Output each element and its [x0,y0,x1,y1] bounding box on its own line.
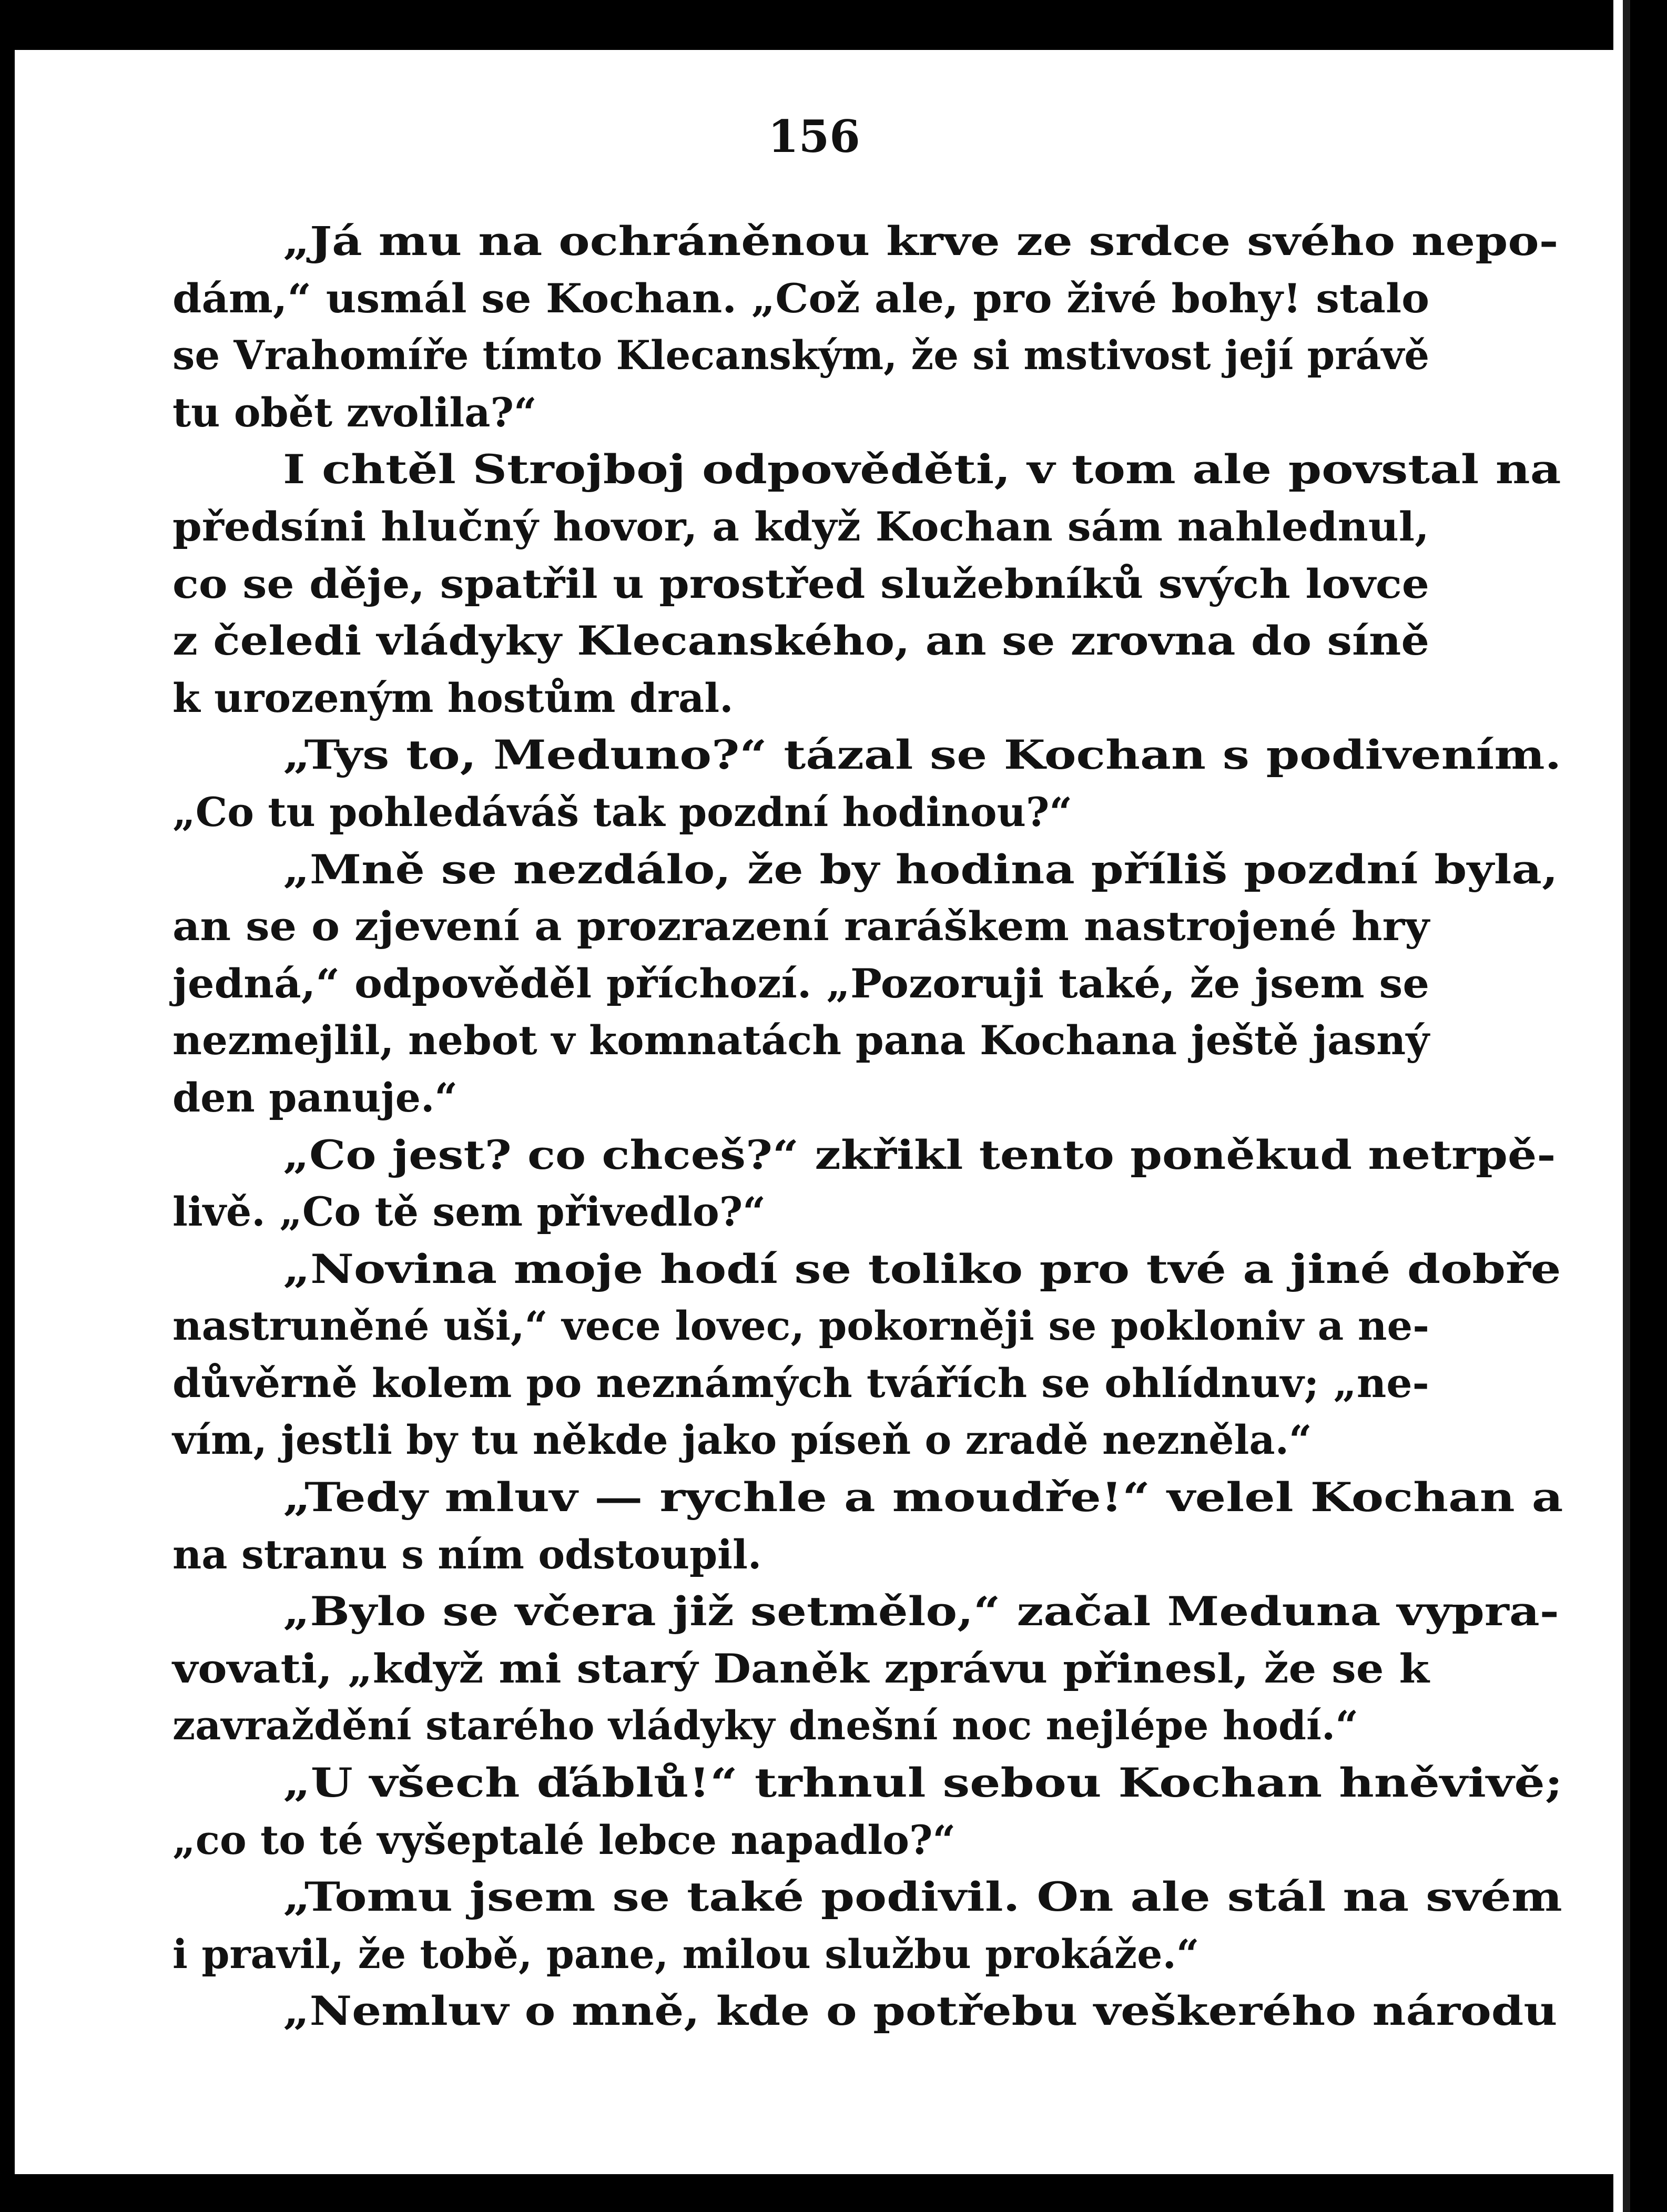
text-line-content: tu obět zvolila?“ [172,389,537,436]
text-line-content: zavraždění starého vládyky dnešní noc nejlépe hodí.“ [172,1702,1359,1749]
text-line [172,955,1429,1013]
text-line-content: předsíni hlučný hovor, a když Kochan sám nahlednul, [172,503,1429,550]
text-line-content: se Vrahomíře tímto Klecanským, že si mstivost její právě [172,332,1430,379]
text-line-content: „U všech ďáblů!“ trhnul sebou Kochan hněvivě; [283,1759,1563,1807]
text-line-content: dám,“ usmál se Kochan. „Což ale, pro živé bohy! stalo [172,274,1430,322]
text-line-content: k urozeným hostům dral. [172,674,734,721]
text-line [172,384,1429,442]
text-line-content: an se o zjevení a prozrazení raráškem nastrojené hry [172,903,1430,950]
text-line [172,1812,1429,1869]
text-line [172,841,1558,899]
body-text [172,213,1563,2040]
text-line [172,1983,1558,2040]
text-line-content: vovati, „když mi starý Daněk zprávu přinesl, že se k [172,1645,1429,1692]
text-line-content: jedná,“ odpověděl příchozí. „Pozoruji také, že jsem se [172,960,1429,1007]
text-line-content: „Tomu jsem se také podivil. On ale stál na svém [283,1873,1562,1921]
text-line [172,327,1429,384]
text-line [172,1583,1559,1640]
text-line [172,556,1429,613]
text-line-content: „Já mu na ochráněnou krve ze srdce svého nepo- [283,218,1559,264]
text-line [172,213,1559,270]
text-line-content: na stranu s ním odstoupil. [172,1531,762,1578]
text-line-content: „Co tu pohledáváš tak pozdní hodinou?“ [172,788,1073,835]
text-line [172,1184,1429,1241]
text-line [172,1012,1429,1069]
text-line-content: I chtěl Strojboj odpověděti, v tom ale povstal na [283,446,1561,493]
text-line [172,1469,1563,1526]
binding-edge-rule [1623,0,1630,2212]
text-line-content: livě. „Co tě sem přivedlo?“ [172,1188,766,1236]
text-line-content: „co to té vyšeptalé lebce napadlo?“ [172,1816,956,1863]
text-line-content: „Nemluv o mně, kde o potřebu veškerého národu [283,1987,1558,2035]
text-line [172,498,1429,556]
text-line [172,1241,1561,1298]
page-number: 156 [768,110,860,162]
text-line [172,898,1429,955]
text-line [172,441,1561,498]
text-line-content: „Bylo se včera již setmělo,“ začal Meduna vypra- [283,1588,1559,1635]
text-line [172,613,1429,670]
text-line-content: z čeledi vládyky Klecanského, an se zrovna do síně [172,617,1430,665]
text-line-content: „Mně se nezdálo, že by hodina příliš pozdní byla, [283,845,1558,893]
text-line-content: důvěrně kolem po neznámých tvářích se ohlídnuv; „ne- [172,1359,1429,1406]
book-page [15,50,1613,2174]
text-line [172,727,1562,784]
text-line [172,784,1429,841]
text-line [172,1526,1429,1584]
text-line-content: den panuje.“ [172,1074,458,1121]
text-line [172,1355,1429,1412]
text-line [172,1640,1429,1698]
text-line [172,1069,1429,1127]
text-line-content: „Tedy mluv — rychle a moudře!“ velel Kochan a [283,1474,1563,1521]
text-line-content: i pravil, že tobě, pane, milou službu prokáže.“ [172,1930,1200,1977]
text-line-content: nezmejlil, nebot v komnatách pana Kochana ještě jasný [172,1017,1429,1064]
text-line [172,1869,1562,1926]
text-line [172,1926,1429,1983]
text-line [172,1412,1429,1469]
text-line [172,270,1429,328]
text-line [172,1697,1429,1755]
text-line-content: „Tys to, Meduno?“ tázal se Kochan s podivením. [283,731,1562,779]
text-line [172,1127,1556,1184]
text-line-content: vím, jestli by tu někde jako píseň o zradě nezněla.“ [172,1416,1312,1464]
text-line [172,1298,1429,1355]
page-right-margin [1613,0,1623,2212]
text-line [172,1755,1563,1812]
text-line-content: „Novina moje hodí se toliko pro tvé a jiné dobře [283,1245,1561,1292]
text-line-content: nastruněné uši,“ vece lovec, pokorněji se pokloniv a ne- [172,1302,1430,1350]
text-line-content: „Co jest? co chceš?“ zkřikl tento poněkud netrpě- [283,1131,1556,1178]
text-line-content: co se děje, spatřil u prostřed služebníků svých lovce [172,560,1430,607]
text-line [172,670,1429,727]
